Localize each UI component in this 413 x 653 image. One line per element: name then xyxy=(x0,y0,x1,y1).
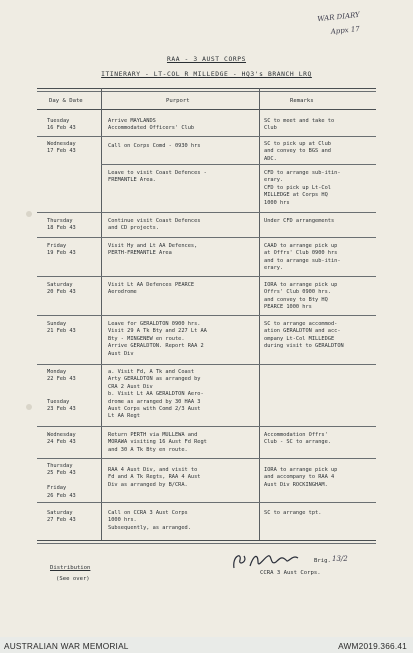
table-cell-date: Tuesday 16 Feb 43 xyxy=(47,118,76,132)
table-cell-remarks: IORA to arrange pick up and accompany to RAA 4 Aust Div ROCKINGHAM. xyxy=(264,467,338,488)
table-top-rule-2 xyxy=(37,91,376,92)
header-bottom-rule xyxy=(37,109,376,110)
row-separator xyxy=(37,502,376,503)
row-separator xyxy=(37,458,376,459)
column-header-date: Day & Date xyxy=(49,98,83,104)
annotation-line1: WAR DIARY xyxy=(316,10,361,24)
row-separator xyxy=(37,315,376,316)
table-cell-date: Saturday 20 Feb 43 xyxy=(47,282,76,296)
table-cell-remarks: CFD to arrange sub-itin- erary. CFD to pick up Lt-Col MILLEDGE at Corps HQ 1000 hrs xyxy=(264,170,341,206)
annotation-line2: Appx 17 xyxy=(330,24,361,36)
table-cell-purport: Arrive MAYLANDS Accommodated Officers' Club xyxy=(108,118,195,132)
column-divider-1 xyxy=(101,88,102,540)
table-cell-purport: Leave to visit Coast Defences - FREMANTLE Area. xyxy=(108,170,207,184)
signature-office: CCRA 3 Aust Corps. xyxy=(260,570,321,576)
table-cell-date: Sunday 21 Feb 43 xyxy=(47,321,76,335)
table-bottom-rule xyxy=(37,540,376,541)
table-cell-purport: Call on CCRA 3 Aust Corps 1000 hrs. Subsequently, as arranged. xyxy=(108,510,191,531)
table-cell-remarks: SC to meet and take to Club xyxy=(264,118,335,132)
table-bottom-rule-2 xyxy=(37,543,376,544)
column-header-remarks: Remarks xyxy=(290,98,314,104)
table-cell-remarks: CAAD to arrange pick up at Offrs' Club 0900 hrs and to arrange sub-itin- erary. xyxy=(264,243,341,272)
table-cell-purport: Call on Corps Comd - 0930 hrs xyxy=(108,143,201,149)
column-divider-2 xyxy=(259,88,260,540)
table-cell-remarks: Under CFD arrangements xyxy=(264,218,335,224)
table-cell-purport: Visit Lt AA Defences PEARCE Aerodrome xyxy=(108,282,195,296)
row-separator xyxy=(37,212,376,213)
table-top-rule xyxy=(37,88,376,89)
table-cell-purport: Continue visit Coast Defences and CD projects. xyxy=(108,218,201,232)
row-separator xyxy=(37,276,376,277)
table-cell-purport: RAA 4 Aust Div, and visit to Fd and A Tk Regts, RAA 4 Aust Div as arranged by B/CRA. xyxy=(108,467,201,488)
table-cell-remarks: SC to arrange tpt. xyxy=(264,510,322,516)
table-cell-purport: Return PERTH via MULLEWA and MORAWA visiting 16 Aust Fd Regt and 30 A Tk Bty en route. xyxy=(108,432,207,453)
war-diary-annotation xyxy=(317,11,362,37)
binder-hole xyxy=(26,211,32,217)
column-header-purport: Purport xyxy=(166,98,190,104)
row-separator xyxy=(37,136,376,137)
table-cell-purport: Visit Hy and Lt AA Defences, PERTH-FREMANTLE Area xyxy=(108,243,198,257)
archive-footer xyxy=(0,637,413,653)
distribution-note: (See over) xyxy=(56,576,90,582)
table-cell-date: Thursday 25 Feb 43 Friday 26 Feb 43 xyxy=(47,463,76,499)
signature-rank: Brig. xyxy=(314,558,331,564)
table-cell-remarks: IORA to arrange pick up Offrs' Club 0900 hrs. and convey to Bty HQ PEARCE 1000 hrs xyxy=(264,282,338,311)
table-cell-date: Thursday 18 Feb 43 xyxy=(47,218,76,232)
table-cell-remarks: SC to arrange accommod- ation GERALDTON and acc- ompany Lt-Col MILLEDGE during visit to GERALDTON xyxy=(264,321,344,350)
row-separator xyxy=(37,426,376,427)
footer-accession-number: AWM2019.366.41 xyxy=(338,641,407,651)
distribution-label: Distribution xyxy=(50,565,91,571)
row-separator xyxy=(37,364,376,365)
document-subheading: ITINERARY - LT-COL R MILLEDGE - HQ3's BRANCH LRQ xyxy=(101,71,312,78)
row-separator xyxy=(101,164,376,165)
row-separator xyxy=(37,237,376,238)
table-cell-date: Friday 19 Feb 43 xyxy=(47,243,76,257)
signature-date: 13/2 xyxy=(332,555,348,563)
table-cell-date: Saturday 27 Feb 43 xyxy=(47,510,76,524)
table-cell-date: Monday 22 Feb 43 Tuesday 23 Feb 43 xyxy=(47,369,76,413)
footer-institution: AUSTRALIAN WAR MEMORIAL xyxy=(4,641,129,651)
document-heading: RAA - 3 AUST CORPS xyxy=(166,56,247,63)
table-cell-purport: a. Visit Fd, A Tk and Coast Arty GERALDTON as arranged by CRA 2 Aust Div b. Visit Lt AA GERALDTON Aero- drome as arranged by 30 HAA 3 Aust Corps with Comd 2/3 Aust Lt AA Regt xyxy=(108,369,204,420)
table-cell-date: Wednesday 17 Feb 43 xyxy=(47,141,76,155)
table-cell-remarks: SC to pick up at Club and convey to BGS and ADC. xyxy=(264,141,331,162)
binder-hole xyxy=(26,404,32,410)
table-cell-date: Wednesday 24 Feb 43 xyxy=(47,432,76,446)
table-cell-remarks: Accommodation Offrs' Club - SC to arrange. xyxy=(264,432,331,446)
table-cell-purport: Leave for GERALDTON 0900 hrs. Visit 29 A Tk Bty and 227 Lt AA Bty - MINGENEW en route. Arrive GERALDTON. Report RAA 2 Aust Div xyxy=(108,321,207,357)
